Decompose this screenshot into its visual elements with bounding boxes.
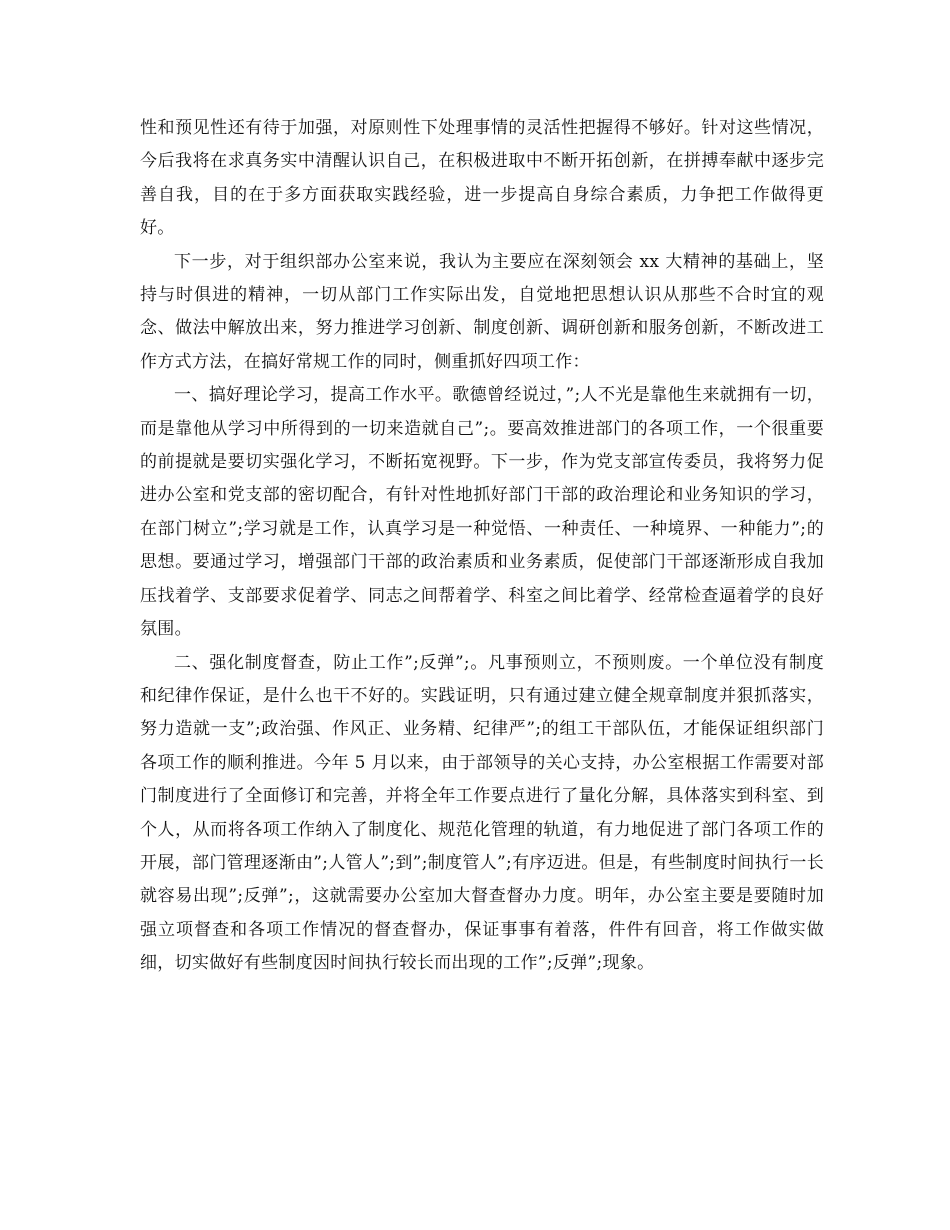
paragraph-1: 性和预见性还有待于加强，对原则性下处理事情的灵活性把握得不够好。针对这些情况，今后我将在求真务实中清醒认识自己，在积极进取中不断开拓创新，在拼搏奉献中逐步完善自我，目的在于多方面获取实践经验，进一步提高自身综合素质，力争把工作做得更好。: [140, 118, 824, 239]
paragraph-4: 二、强化制度督查，防止工作”;反弹”;。凡事预则立，不预则废。一个单位没有制度和纪律作保证，是什么也干不好的。实践证明，只有通过建立健全规章制度并狠抓落实，努力造就一支”;政治强、作风正、业务精、纪律严”;的组工干部队伍，才能保证组织部门各项工作的顺利推进。今年 5 月以来，由于部领导的关心支持，办公室根据工作需要对部门制度进行了全面修订和完善，并将全年工作要点进行了量化分解，具体落实到科室、到个人，从而将各项工作纳入了制度化、规范化管理的轨道，有力地促进了部门各项工作的开展，部门管理逐渐由”;人管人”;到”;制度管人”;有序迈进。但是，有些制度时间执行一长就容易出现”;反弹”;，这就需要办公室加大督查督办力度。明年，办公室主要是要随时加强立项督查和各项工作情况的督查督办，保证事事有着落，件件有回音，将工作做实做细，切实做好有些制度因时间执行较长而出现的工作”;反弹”;现象。: [140, 652, 824, 974]
document-body: [140, 112, 824, 981]
paragraph-3: 一、搞好理论学习，提高工作水平。歌德曾经说过，”;人不光是靠他生来就拥有一切，而是靠他从学习中所得到的一切来造就自己”;。要高效推进部门的各项工作，一个很重要的前提就是要切实强化学习，不断拓宽视野。下一步，作为党支部宣传委员，我将努力促进办公室和党支部的密切配合，有针对性地抓好部门干部的政治理论和业务知识的学习，在部门树立”;学习就是工作，认真学习是一种觉悟、一种责任、一种境界、一种能力”;的思想。要通过学习，增强部门干部的政治素质和业务素质，促使部门干部逐渐形成自我加压找着学、支部要求促着学、同志之间帮着学、科室之间比着学、经常检查逼着学的良好氛围。: [140, 385, 824, 640]
paragraph-2: 下一步，对于组织部办公室来说，我认为主要应在深刻领会 xx 大精神的基础上，坚持与时俱进的精神，一切从部门工作实际出发，自觉地把思想认识从那些不合时宜的观念、做法中解放出来，努力推进学习创新、制度创新、调研创新和服务创新，不断改进工作方式方法，在搞好常规工作的同时，侧重抓好四项工作：: [140, 251, 824, 372]
